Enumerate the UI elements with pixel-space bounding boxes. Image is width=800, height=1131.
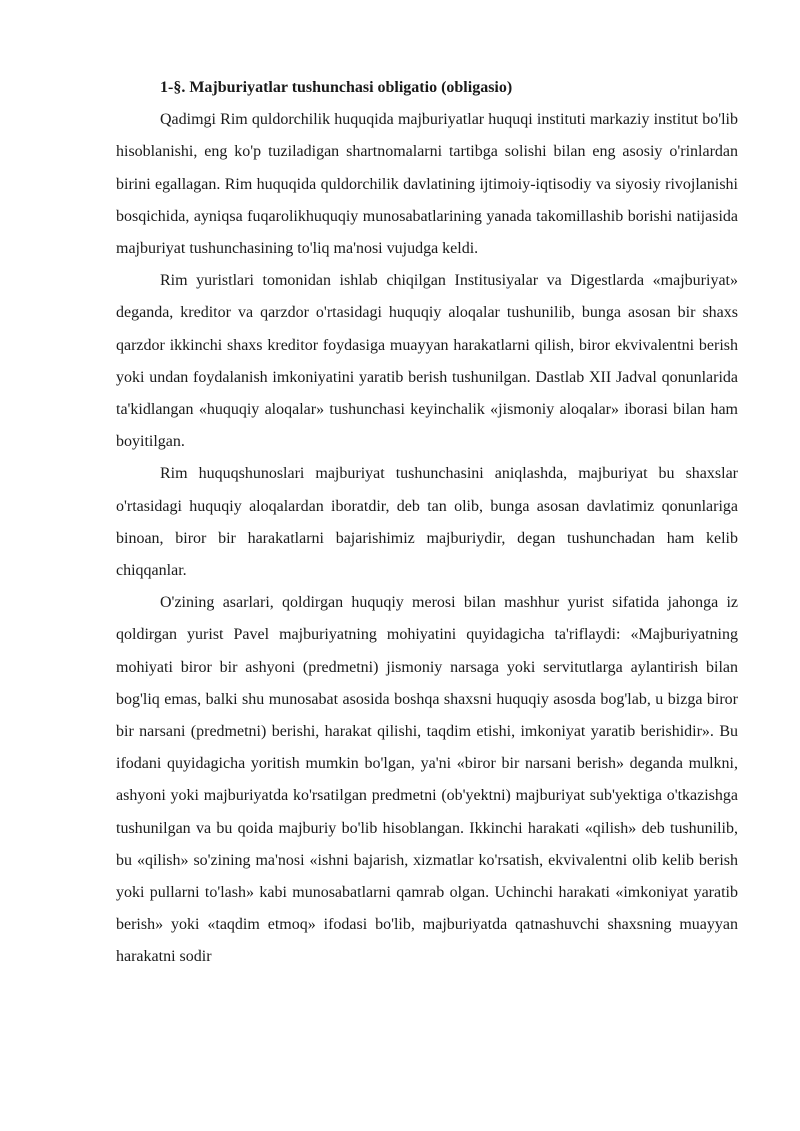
section-heading: 1-§. Majburiyatlar tushunchasi obligatio (obligasio) bbox=[160, 79, 513, 96]
paragraph: Rim huquqshunoslari majburiyat tushunchasini aniqlashda, majburiyat bu shaxslar o'rtasidagi huquqiy aloqalardan iboratdir, deb tan olib, bunga asosan davlatimiz qonunlariga binoan, biror bir harakatlarni bajarishimiz majburiydir, degan tushunchadan ham kelib chiqqanlar. bbox=[116, 465, 738, 580]
paragraph: O'zining asarlari, qoldirgan huquqiy merosi bilan mashhur yurist sifatida jahonga iz qoldirgan yurist Pavel majburiyatning mohiyatini quyidagicha ta'riflaydi: «Majburiyatning mohiyati biror bir ashyoni (predmetni) jismoniy narsaga yoki servitutlarga aylantirish bilan bog'liq emas, balki shu munosabat asosida boshqa shaxsni huquqiy asosda bog'lab, u bizga biror bir narsani (predmetni) berishi, harakat qilishi, taqdim etishi, imkoniyat yaratib berishidir». Bu ifodani quyidagicha yoritish mumkin bo'lgan, ya'ni «biror bir narsani berish» deganda mulkni, ashyoni yoki majburiyatda ko'rsatilgan predmetni (ob'yektni) majburiyat sub'yektiga o'tkazishga tushunilgan va bu qoida majburiy bo'lib hisoblangan. Ikkinchi harakati «qilish» deb tushunilib, bu «qilish» so'zining ma'nosi «ishni bajarish, xizmatlar ko'rsatish, ekvivalentni olib kelib berish yoki pullarni to'lash» kabi munosabatlarni qamrab olgan. Uchinchi harakati «imkoniyat yaratib berish» yoki «taqdim etmoq» ifodasi bo'lib, majburiyatda qatnashuvchi shaxsning muayyan harakatni sodir bbox=[116, 594, 738, 966]
paragraph: Rim yuristlari tomonidan ishlab chiqilgan Institusiyalar va Digestlarda «majburiyat» deganda, kreditor va qarzdor o'rtasidagi huquqiy aloqalar tushunilib, bunga asosan bir shaxs qarzdor ikkinchi shaxs kreditor foydasiga muayyan harakatlarni qilish, biror ekvivalentni berish yoki undan foydalanish imkoniyatini yaratib berish tushunilgan. Dastlab XII Jadval qonunlarida ta'kidlangan «huquqiy aloqalar» tushunchasi keyinchalik «jismoniy aloqalar» iborasi bilan ham boyitilgan. bbox=[116, 272, 738, 451]
document-page bbox=[116, 72, 738, 974]
paragraph: Qadimgi Rim quldorchilik huquqida majburiyatlar huquqi instituti markaziy institut bo'lib hisoblanishi, eng ko'p tuziladigan shartnomalarni tartibga solishi bilan eng asosiy o'rinlardan birini egallagan. Rim huquqida quldorchilik davlatining ijtimoiy-iqtisodiy va siyosiy rivojlanishi bosqichida, ayniqsa fuqarolikhuquqiy munosabatlarining yanada takomillashib borishi natijasida majburiyat tushunchasining to'liq ma'nosi vujudga keldi. bbox=[116, 111, 738, 258]
